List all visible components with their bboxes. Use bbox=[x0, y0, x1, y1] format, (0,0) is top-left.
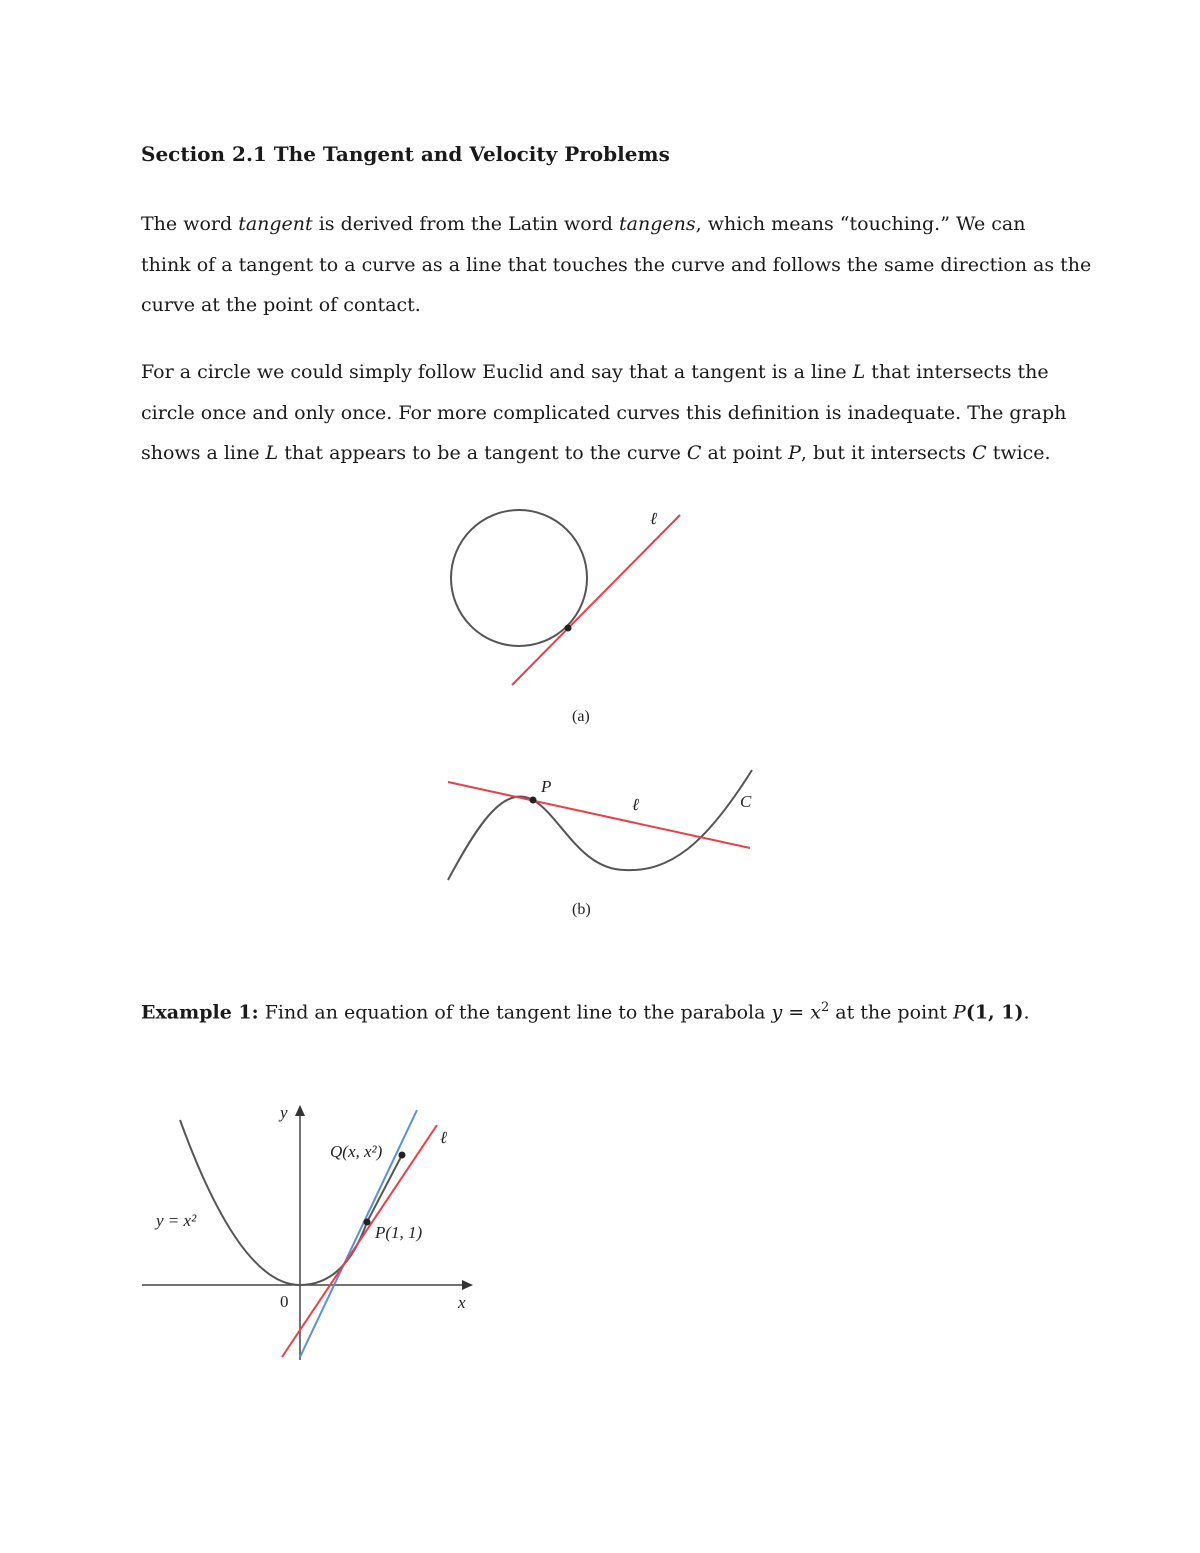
x-axis-arrow-icon bbox=[462, 1280, 473, 1290]
tangent-line bbox=[448, 782, 750, 848]
para1-line1 bbox=[141, 204, 1071, 245]
text-run: that intersects the bbox=[865, 361, 1049, 383]
text-run: , which means “touching.” We can bbox=[695, 213, 1026, 235]
text-run: shows a line bbox=[141, 442, 266, 464]
math-point-coords: (1, 1) bbox=[965, 1001, 1024, 1024]
figure-a-caption: (a) bbox=[572, 708, 590, 725]
para2-line2: circle once and only once. For more complicated curves this definition is inadequate. The graph bbox=[141, 401, 1067, 424]
tangent-point bbox=[565, 625, 572, 632]
math-P: P bbox=[953, 1001, 966, 1024]
point-p bbox=[530, 797, 537, 804]
example-label: Example 1: bbox=[141, 1001, 259, 1024]
math-exponent: 2 bbox=[820, 1000, 830, 1015]
text-run: that appears to be a tangent to the curve bbox=[278, 442, 687, 464]
point-p-label: P bbox=[541, 777, 552, 796]
p-label: P(1, 1) bbox=[375, 1223, 423, 1242]
paragraph-tangent-definition bbox=[141, 204, 1092, 326]
text-run: at point bbox=[701, 442, 789, 464]
math-C: C bbox=[686, 442, 702, 464]
text-run: For a circle we could simply follow Euclid and say that a tangent is a line bbox=[141, 361, 853, 383]
math-L: L bbox=[265, 442, 279, 464]
tangent-line bbox=[512, 515, 680, 685]
line-label: ℓ bbox=[440, 1128, 448, 1147]
para2-line3 bbox=[141, 433, 1071, 474]
math-C: C bbox=[972, 442, 987, 464]
para1-line3: curve at the point of contact. bbox=[141, 294, 421, 316]
term-tangent: tangent bbox=[238, 213, 313, 235]
paragraph-circle-tangent bbox=[141, 352, 1071, 474]
curve-label: C bbox=[740, 792, 752, 811]
figure-b-caption: (b) bbox=[572, 901, 591, 918]
figure-c-parabola bbox=[140, 1095, 485, 1365]
origin-label: 0 bbox=[280, 1292, 289, 1311]
math-equals: = bbox=[782, 1001, 811, 1024]
text-run: The word bbox=[141, 213, 239, 235]
x-axis-label: x bbox=[458, 1293, 466, 1312]
text-run: is derived from the Latin word bbox=[312, 213, 620, 235]
text-run: twice. bbox=[986, 442, 1051, 464]
example-1 bbox=[141, 1000, 1030, 1023]
text-run: at the point bbox=[829, 1001, 954, 1024]
math-x: x bbox=[810, 1001, 821, 1024]
math-y: y bbox=[771, 1001, 783, 1024]
section-heading: Section 2.1 The Tangent and Velocity Problems bbox=[141, 142, 670, 166]
text-run: . bbox=[1023, 1001, 1030, 1024]
point-p bbox=[364, 1219, 371, 1226]
point-q bbox=[399, 1152, 406, 1159]
text-run: , but it intersects bbox=[800, 442, 973, 464]
curve-label: y = x² bbox=[156, 1211, 197, 1230]
para2-line1 bbox=[141, 352, 1071, 393]
curve-c bbox=[448, 770, 752, 880]
line-label: ℓ bbox=[632, 795, 640, 814]
figure-a-circle-tangent bbox=[440, 500, 700, 730]
para1-line2: think of a tangent to a curve as a line that touches the curve and follows the same direction as the bbox=[141, 253, 1092, 276]
term-tangens: tangens bbox=[619, 213, 696, 235]
y-axis-arrow-icon bbox=[295, 1105, 305, 1116]
y-axis-label: y bbox=[280, 1103, 288, 1122]
math-P: P bbox=[788, 442, 801, 464]
line-label: ℓ bbox=[650, 509, 658, 528]
text-run: Find an equation of the tangent line to the parabola bbox=[258, 1001, 772, 1024]
q-label: Q(x, x²) bbox=[330, 1142, 383, 1161]
figure-b-curve-tangent bbox=[440, 760, 770, 925]
math-L: L bbox=[852, 361, 866, 383]
